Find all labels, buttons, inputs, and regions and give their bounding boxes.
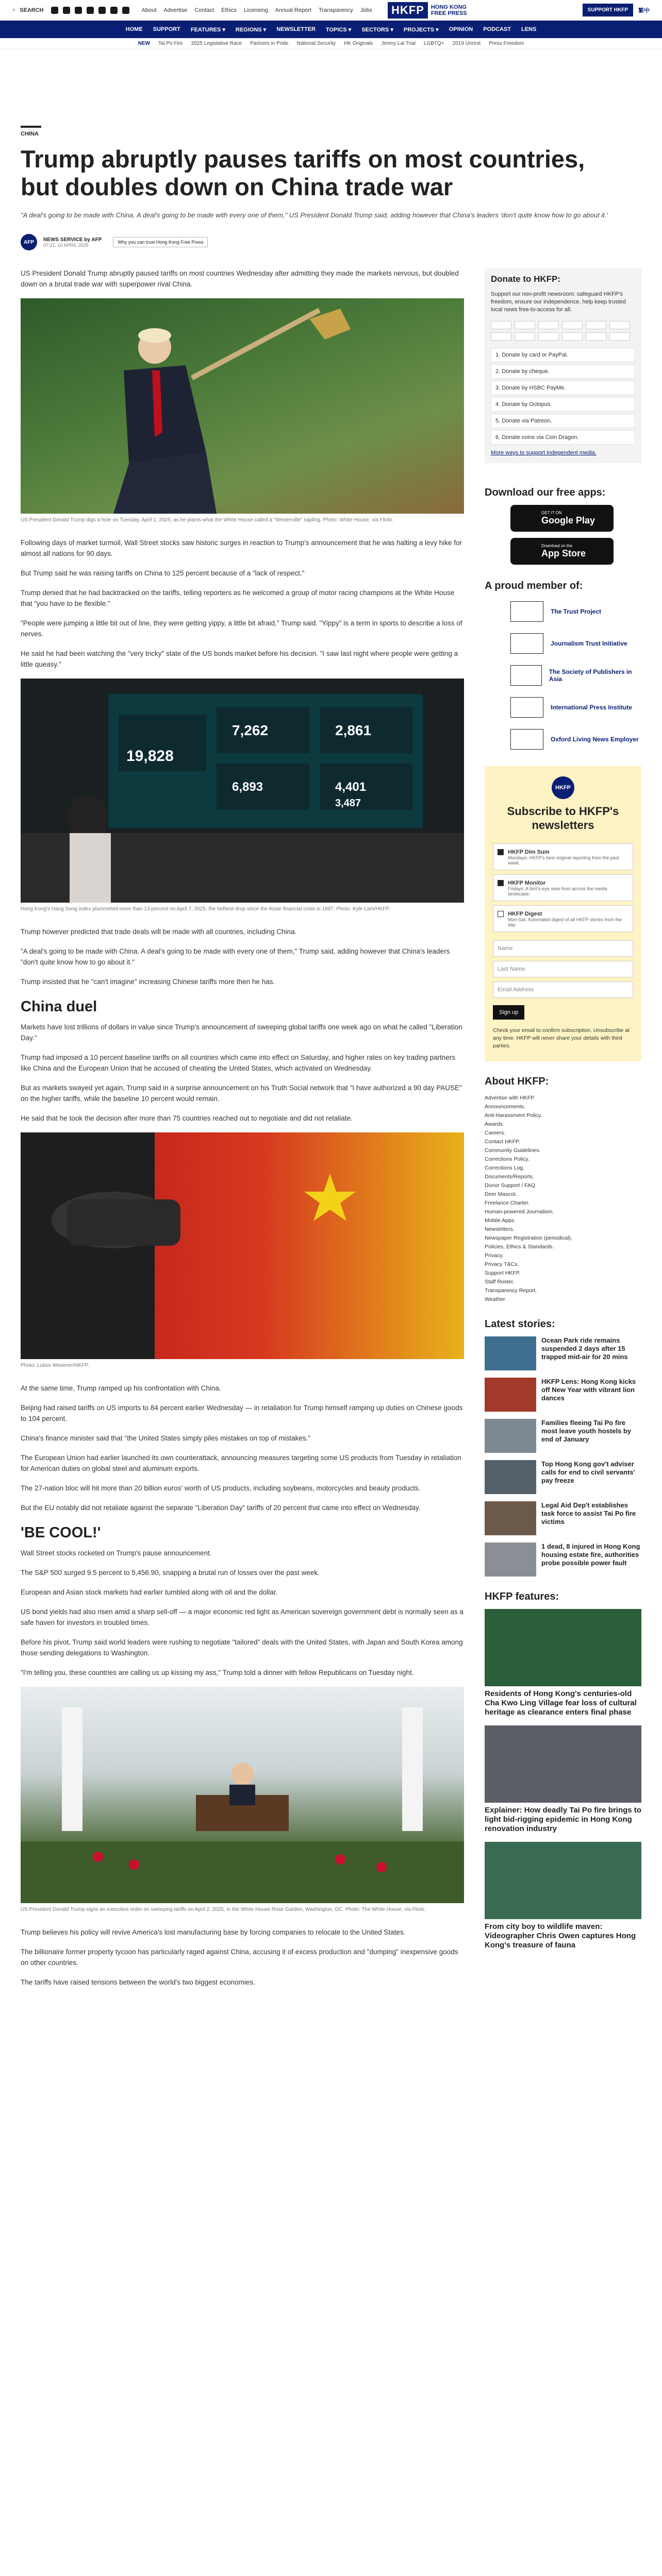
- board-value: 3,487: [335, 798, 361, 809]
- trending-item[interactable]: Press Freedom: [489, 41, 524, 46]
- logo-sub-line2: FREE PRESS: [431, 10, 467, 16]
- about-link[interactable]: Weather.: [485, 1296, 506, 1302]
- top-link-licensing[interactable]: Licensing: [244, 7, 268, 13]
- member-name: The Society of Publishers in Asia: [549, 668, 632, 683]
- unionpay-icon: [586, 321, 606, 329]
- more-ways-link[interactable]: More ways to support independent media.: [491, 450, 597, 456]
- checkbox-monitor[interactable]: [498, 880, 504, 886]
- paragraph: Trump however predicted that trade deals will be made with all countries, including China.: [21, 928, 297, 936]
- article-title: Trump abruptly pauses tariffs on most countries, but doubles down on China trade war: [21, 145, 585, 200]
- newsletter-desc: Mondays: HKFP's best original reporting from the past week.: [508, 855, 619, 866]
- about-link[interactable]: Advertise with HKFP.: [485, 1095, 535, 1101]
- app-store-small: Download on the: [541, 544, 573, 548]
- paragraph: US President Donald Trump abruptly paused tariffs on most countries Wednesday after admitting they made the markets nervous, but doubled down on a brutal trade war with superpower rival China.: [21, 269, 459, 288]
- latest-stories: [485, 1336, 641, 1577]
- newsletter-desc: Fridays: A bird's-eye view from across the media landscape.: [508, 886, 607, 896]
- paragraph: The S&P 500 surged 9.5 percent to 5,456.90, snapping a brutal run of losses over the past week.: [21, 1569, 320, 1577]
- nav-topics[interactable]: TOPICS ▾: [325, 26, 352, 33]
- sopa-logo: [510, 665, 542, 686]
- top-bar: [0, 0, 662, 21]
- telegram-icon[interactable]: [110, 7, 118, 14]
- photo-trump-digging: [21, 298, 464, 514]
- trending-item[interactable]: 2019 Unrest: [452, 41, 481, 46]
- octopus-icon: [515, 332, 535, 341]
- story-title: Top Hong Kong gov't adviser calls for end to civil servants' pay freeze: [541, 1460, 635, 1484]
- mastercard-icon: [491, 321, 511, 329]
- story-thumbnail: [485, 1378, 536, 1412]
- site-logo[interactable]: [388, 2, 467, 19]
- google-play-button[interactable]: [510, 505, 614, 532]
- paragraph: US bond yields had also risen amid a sharp sell-off — a major economic red light as American sovereign government debt is normally seen as a safe haven for investors in troubled times.: [21, 1608, 464, 1626]
- member-name: International Press Institute: [551, 704, 633, 711]
- story-thumbnail: [485, 1501, 536, 1535]
- cheque-icon: [586, 332, 606, 341]
- story-title: HKFP Lens: Hong Kong kicks off New Year with vibrant lion dances: [541, 1378, 636, 1402]
- about-link[interactable]: Community Guidelines.: [485, 1147, 541, 1154]
- newsletter-name: HKFP Dim Sum: [508, 849, 550, 855]
- paragraph: "A deal's going to be made with China. A deal's going to be made with every one of them," Trump said, adding however that China's leaders "don't quite know how to go about it.": [21, 947, 450, 966]
- article-meta: [21, 234, 641, 250]
- article-body: [21, 268, 464, 1996]
- latest-story[interactable]: [485, 1378, 641, 1412]
- newsletter-logo: HKFP: [552, 776, 574, 799]
- newsletter-desc: Mon-Sat: Automated digest of all HKFP stories from the day.: [508, 917, 622, 927]
- photo-rose-garden-art: [21, 1687, 464, 1903]
- newsletter-option-monitor[interactable]: [493, 874, 633, 901]
- paragraph: Markets have lost trillions of dollars in value since Trump's announcement of sweeping global tariffs one week ago on what he called "Liberation Day.": [21, 1023, 462, 1042]
- paragraph: Before his pivot, Trump said world leaders were rushing to negotiate "tailored" deals with the United States, with Japan and South Korea among those sending delegations to Washington.: [21, 1638, 463, 1657]
- paragraph: But the EU notably did not retaliate against the separate "Liberation Day" tariffs of 20 percent that came into effect on Wednesday.: [21, 1504, 421, 1512]
- author-avatar[interactable]: AFP: [21, 234, 37, 250]
- paragraph: Beijing had raised tariffs on US imports to 84 percent earlier Wednesday — in retaliation for Trump himself ramping up duties on Chinese goods to 104 percent.: [21, 1404, 463, 1422]
- whatsapp-icon[interactable]: [122, 7, 129, 14]
- about-link[interactable]: Careers.: [485, 1130, 506, 1136]
- google-play-small: GET IT ON: [541, 511, 562, 515]
- top-link-jobs[interactable]: Jobs: [360, 7, 373, 13]
- paragraph: The tariffs have raised tensions between the world's two biggest economies.: [21, 1978, 255, 1986]
- about-link[interactable]: Support HKFP.: [485, 1270, 521, 1276]
- member-ipi[interactable]: [485, 694, 641, 721]
- story-title: 1 dead, 8 injured in Hong Kong housing estate fire, authorities probe possible power fault: [541, 1543, 640, 1567]
- feature-image: [485, 1725, 641, 1803]
- story-title: Legal Aid Dep't establishes task force to assist Tai Po fire victims: [541, 1501, 636, 1526]
- photo-caption: Photo: Lubos Wesener/HKFP.: [21, 1363, 89, 1368]
- section-heading: 'BE COOL!': [21, 1524, 101, 1541]
- about-link[interactable]: Awards.: [485, 1121, 504, 1127]
- support-button[interactable]: SUPPORT HKFP: [583, 4, 633, 16]
- photo-rose-garden: [21, 1687, 464, 1903]
- newsletter-note: Check your email to confirm subscription. Unsubscribe at any time. HKFP will never share your details with third parties.: [493, 1027, 630, 1049]
- paypal-icon: [609, 321, 630, 329]
- amex-icon: [538, 321, 559, 329]
- latest-story[interactable]: [485, 1543, 641, 1577]
- about-link[interactable]: Corrections Log.: [485, 1165, 525, 1171]
- story-thumbnail: [485, 1336, 536, 1370]
- feature-story[interactable]: [485, 1609, 641, 1717]
- board-value: 6,893: [232, 780, 263, 794]
- newsletter-option-dimsum[interactable]: [493, 843, 633, 870]
- member-trust-project[interactable]: [485, 598, 641, 625]
- trust-project-logo: [510, 601, 543, 622]
- paragraph: China's finance minister said that "the United States simply piles mistakes on top of mistakes.": [21, 1434, 311, 1442]
- photo-caption: US President Donald Trump signs an executive order on sweeping tariffs on April 2, 2025, in the White House Rose Garden, Washington, DC. Photo: The White House, via Flickr.: [21, 1907, 426, 1912]
- top-link-about[interactable]: About: [141, 7, 157, 13]
- donate-option-coins[interactable]: 6. Donate coins via Coin Dragon.: [491, 430, 635, 445]
- about-link[interactable]: Privacy.: [485, 1252, 504, 1259]
- donate-option-octopus[interactable]: 4. Donate by Octopus.: [491, 397, 635, 412]
- story-title: Families fleeing Tai Po fire most leave youth hostels by end of January: [541, 1419, 632, 1443]
- payme-icon: [491, 332, 511, 341]
- photo-camera-flag-art: [21, 1132, 464, 1359]
- trust-button[interactable]: Why you can trust Hong Kong Free Press: [113, 237, 208, 247]
- newsletter-name: HKFP Digest: [508, 911, 542, 917]
- youtube-icon[interactable]: [87, 7, 94, 14]
- app-store-big: App Store: [541, 548, 586, 558]
- member-name: The Trust Project: [551, 608, 602, 615]
- sidebar: [485, 268, 641, 1996]
- logo-mark: HKFP: [388, 2, 428, 19]
- instagram-icon[interactable]: [75, 7, 82, 14]
- trending-item[interactable]: Jimmy Lai Trial: [381, 41, 416, 46]
- donate-option-payme[interactable]: 3. Donate by HSBC PayMe.: [491, 381, 635, 395]
- feature-story[interactable]: [485, 1725, 641, 1834]
- paragraph: But Trump said he was raising tariffs on China to 125 percent because of a "lack of respect.": [21, 569, 305, 577]
- board-value-main: 19,828: [126, 748, 174, 765]
- nav-podcast[interactable]: PODCAST: [483, 26, 511, 32]
- newsletter-box: [485, 766, 641, 1061]
- feature-image: [485, 1609, 641, 1686]
- latest-story[interactable]: [485, 1460, 641, 1494]
- latest-story[interactable]: [485, 1501, 641, 1535]
- paragraph: Wall Street stocks rocketed on Trump's pause announcement.: [21, 1549, 212, 1557]
- about-link[interactable]: Contact HKFP.: [485, 1139, 520, 1145]
- about-links: [485, 1094, 641, 1304]
- about-link[interactable]: Newspaper Registration (periodical).: [485, 1235, 572, 1241]
- photo-stock-board: [21, 679, 464, 903]
- checkbox-digest[interactable]: [498, 911, 504, 917]
- last-name-field[interactable]: Last Name: [493, 961, 633, 977]
- donate-box: [485, 268, 641, 463]
- publish-date: 07:21, 10 APRIL 2025: [43, 242, 89, 248]
- trending-item[interactable]: HK Originals: [344, 41, 373, 46]
- nav-features[interactable]: FEATURES ▾: [190, 26, 225, 33]
- about-link[interactable]: Staff Roster.: [485, 1279, 515, 1285]
- feature-story[interactable]: [485, 1842, 641, 1950]
- trending-item[interactable]: LGBTQ+: [423, 41, 444, 46]
- about-link[interactable]: Policies, Ethics & Standards.: [485, 1244, 554, 1250]
- donate-option-patreon[interactable]: 5. Donate via Patreon.: [491, 414, 635, 428]
- top-link-ethics[interactable]: Ethics: [221, 7, 237, 13]
- twitter-icon[interactable]: [51, 7, 58, 14]
- photo-camera-flag: [21, 1132, 464, 1359]
- paragraph: Trump denied that he had backtracked on the tariffs, telling reporters as he welcomed a group of motor racing champions at the White House that "you have to be flexible.": [21, 589, 455, 607]
- paragraph: "I'm telling you, these countries are calling us up kissing my ass," Trump told a dinner with fellow Republicans on Tuesday night.: [21, 1669, 414, 1676]
- newsletter-title: Subscribe to HKFP's newsletters: [507, 805, 619, 832]
- fps-icon: [562, 332, 583, 341]
- donate-option-cheque[interactable]: 2. Donate by cheque.: [491, 364, 635, 379]
- trending-item[interactable]: National Security: [296, 41, 336, 46]
- trending-item[interactable]: Tai Po Fire: [158, 41, 183, 46]
- about-title: About HKFP:: [485, 1076, 549, 1087]
- story-thumbnail: [485, 1543, 536, 1577]
- about-link[interactable]: Corrections Policy.: [485, 1156, 529, 1162]
- byline[interactable]: NEWS SERVICE by AFP: [43, 236, 102, 243]
- article-lede: "A deal's going to be made with China. A deal's going to be made with every one of them," US President Donald Trump said, adding however that China's leaders 'don't quite know how to go about it.': [21, 211, 608, 219]
- donate-option-card[interactable]: 1. Donate by card or PayPal.: [491, 348, 635, 362]
- paragraph: Following days of market turmoil, Wall Street stocks saw historic surges in reaction to Trump's announcement that he was halting a levy hike for almost all nations for 90 days.: [21, 539, 462, 557]
- about-link[interactable]: Mobile Apps.: [485, 1217, 516, 1224]
- nav-home[interactable]: HOME: [125, 26, 143, 32]
- visa-icon: [515, 321, 535, 329]
- paragraph: The billionaire former property tycoon has particularly raged against China, accusing it of excess production and "dumping" inexpensive goods on other countries.: [21, 1948, 458, 1967]
- member-sopa[interactable]: [485, 662, 641, 689]
- newsletter-name: HKFP Monitor: [508, 880, 546, 886]
- features-title: HKFP features:: [485, 1591, 559, 1602]
- paragraph: Trump believes his policy will revive America's lost manufacturing base by forcing companies to relocate to the United States.: [21, 1928, 406, 1936]
- feature-title: From city boy to wildlife maven: Videographer Chris Owen captures Hong Kong's treasure of fauna: [485, 1922, 636, 1950]
- nav-support[interactable]: SUPPORT: [153, 26, 180, 32]
- story-thumbnail: [485, 1419, 536, 1453]
- apps-title: Download our free apps:: [485, 487, 606, 498]
- donate-text: Support our non-profit newsroom: safeguard HKFP's freedom, ensure our independence, help keep trusted local news free-to-access for all.: [491, 291, 626, 313]
- member-title: A proud member of:: [485, 580, 583, 591]
- email-field[interactable]: Email Address: [493, 981, 633, 998]
- about-link[interactable]: Freelance Charter.: [485, 1200, 529, 1206]
- linkedin-icon[interactable]: [98, 7, 106, 14]
- latest-title: Latest stories:: [485, 1318, 555, 1330]
- about-link[interactable]: Anti-Harassment Policy.: [485, 1112, 542, 1118]
- feature-title: Explainer: How deadly Tai Po fire brings to light bid-rigging epidemic in Hong Kong renovation industry: [485, 1806, 641, 1833]
- top-links: [142, 7, 372, 13]
- google-play-big: Google Play: [541, 515, 595, 526]
- nav-lens[interactable]: LENS: [521, 26, 537, 32]
- donate-options: [491, 348, 635, 445]
- nav-newsletter[interactable]: NEWSLETTER: [276, 26, 316, 32]
- about-link[interactable]: Documents/Reports.: [485, 1174, 534, 1180]
- photo-caption: Hong Kong's Hang Seng index plummeted more than 13 percent on April 7, 2025, the heftiest drop since the Asian financial crisis in 1997. Photo: Kyle Lam/HKFP.: [21, 906, 390, 912]
- logo-sub-line1: HONG KONG: [431, 4, 467, 10]
- jti-logo: [510, 633, 543, 654]
- about-link[interactable]: Human-powered Journalism.: [485, 1209, 554, 1215]
- paragraph: "People were jumping a little bit out of line, they were getting yippy, a little bit afraid," Trump said. "Yippy" is a term in sports to describe a loss of nerves.: [21, 619, 462, 638]
- story-title: Ocean Park ride remains suspended 2 days after 15 trapped mid-air for 20 mins: [541, 1336, 628, 1361]
- top-link-advertise[interactable]: Advertise: [163, 7, 188, 13]
- search-label[interactable]: SEARCH: [20, 7, 44, 13]
- section-heading: China duel: [21, 998, 97, 1015]
- patreon-icon: [538, 332, 559, 341]
- feature-image: [485, 1842, 641, 1919]
- app-store-button[interactable]: [510, 538, 614, 565]
- member-oxford[interactable]: [485, 726, 641, 753]
- about-link[interactable]: Announcements.: [485, 1104, 525, 1110]
- paragraph: He said he had been watching the "very tricky" state of the US bonds market before his decision. "I saw last night where people were getting a little queasy.": [21, 650, 458, 668]
- paragraph: He said that he took the decision after more than 75 countries reached out to negotiate and did not retaliate.: [21, 1114, 353, 1122]
- newsletter-option-digest[interactable]: [493, 905, 633, 932]
- board-value: 7,262: [232, 722, 269, 738]
- signup-button[interactable]: Sign up: [493, 1005, 524, 1020]
- nav-projects[interactable]: PROJECTS ▾: [403, 26, 439, 33]
- top-link-contact[interactable]: Contact: [194, 7, 214, 13]
- board-value: 4,401: [335, 780, 367, 794]
- board-value: 2,861: [335, 722, 372, 738]
- trending-label: NEW: [138, 41, 150, 46]
- payment-icons: [491, 321, 635, 341]
- about-link[interactable]: Transparency Report.: [485, 1287, 537, 1294]
- trending-item[interactable]: 2025 Legislative Race: [191, 41, 242, 46]
- about-link[interactable]: Newsletters.: [485, 1226, 515, 1232]
- oxford-logo: [510, 729, 543, 750]
- main-nav: [0, 21, 662, 38]
- latest-story[interactable]: [485, 1419, 641, 1453]
- about-link[interactable]: Deer Mascot.: [485, 1191, 517, 1197]
- checkbox-dimsum[interactable]: [498, 849, 504, 855]
- donate-title: Donate to HKFP:: [491, 274, 561, 284]
- nav-opinion[interactable]: OPINION: [449, 26, 473, 32]
- paragraph: At the same time, Trump ramped up his confrontation with China.: [21, 1384, 221, 1392]
- member-jti[interactable]: [485, 630, 641, 657]
- about-link[interactable]: Privacy T&Cs.: [485, 1261, 519, 1267]
- ipi-logo: [510, 697, 543, 718]
- feature-title: Residents of Hong Kong's centuries-old Cha Kwo Ling Village fear loss of cultural heritage as clearance enters final phase: [485, 1689, 637, 1717]
- photo-caption: US President Donald Trump digs a hole on Tuesday, April 1, 2025, as he plants what the White House called a "Westerville" sapling. Photo: White House, via Flickr.: [21, 517, 393, 523]
- feature-stories: [485, 1609, 641, 1950]
- photo-trump-digging-art: [21, 298, 464, 514]
- article-header: [0, 126, 662, 250]
- nav-regions[interactable]: REGIONS ▾: [235, 26, 267, 33]
- trending-item[interactable]: Partners in Pride: [250, 41, 289, 46]
- member-name: Journalism Trust Initiative: [551, 640, 627, 647]
- top-link-annual-report[interactable]: Annual Report: [275, 7, 311, 13]
- paragraph: European and Asian stock markets had earlier tumbled along with oil and the dollar.: [21, 1588, 278, 1596]
- story-thumbnail: [485, 1460, 536, 1494]
- social-icons: [51, 7, 129, 14]
- trending-bar: [0, 38, 662, 49]
- coin-icon: [609, 332, 630, 341]
- member-name: Oxford Living News Employer: [551, 736, 639, 743]
- paragraph: The 27-nation bloc will hit more than 20 billion euros' worth of US products, including soybeans, motorcycles and beauty products.: [21, 1484, 421, 1492]
- nav-sectors[interactable]: SECTORS ▾: [361, 26, 393, 33]
- search-icon[interactable]: ⌕: [12, 7, 16, 13]
- paragraph: But as markets swayed yet again, Trump said in a surprise announcement on his Truth Social network that "I have authorized a 90 day PAUSE" on the higher tariffs, while the baseline 10 percent would remain.: [21, 1084, 462, 1103]
- category-label[interactable]: CHINA: [21, 126, 41, 137]
- jcb-icon: [562, 321, 583, 329]
- about-link[interactable]: Donor Support / FAQ.: [485, 1182, 537, 1189]
- top-link-transparency[interactable]: Transparency: [318, 7, 353, 13]
- name-field[interactable]: Name: [493, 940, 633, 957]
- latest-story[interactable]: [485, 1336, 641, 1370]
- logo-subtitle: [431, 4, 467, 16]
- facebook-icon[interactable]: [63, 7, 70, 14]
- paragraph: Trump had imposed a 10 percent baseline tariffs on all countries which came into effect on Saturday, and higher rates on key trading partners like China and the European Union that he accused of cheating the United States, which activated on Wednesday.: [21, 1054, 455, 1072]
- paragraph: The European Union had earlier launched its own counterattack, announcing measures targeting some US products from Tuesday in retaliation for American duties on global steel and aluminum exports.: [21, 1454, 461, 1472]
- paragraph: Trump insisted that he "can't imagine" increasing Chinese tariffs more then he has.: [21, 978, 275, 986]
- language-link[interactable]: 繁中: [638, 7, 650, 14]
